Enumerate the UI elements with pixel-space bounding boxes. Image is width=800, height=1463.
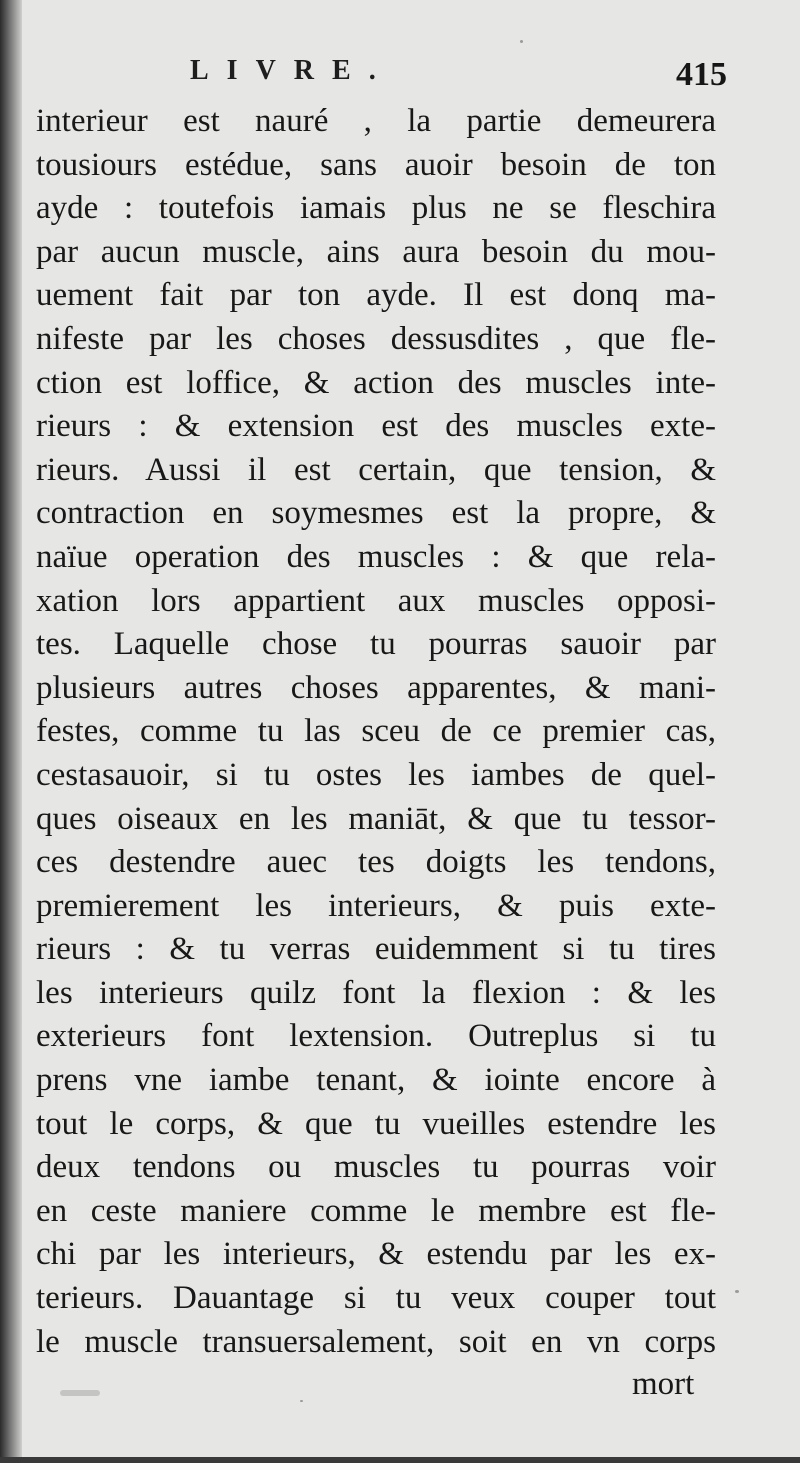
text-line: terieurs. Dauantage si tu veux couper tout (36, 1280, 716, 1317)
text-line: contraction en soymesmes est la propre, & (36, 495, 716, 532)
text-line: festes, comme tu las sceu de ce premier cas, (36, 713, 716, 750)
paper-speck (735, 1290, 739, 1293)
catchword: mort (632, 1366, 695, 1402)
text-line: naïue operation des muscles : & que rela- (36, 538, 716, 575)
running-head: LIVRE. (190, 55, 394, 86)
text-line: les interieurs quilz font la flexion : & les (36, 974, 716, 1011)
text-line: cestasauoir, si tu ostes les iambes de quel- (36, 756, 716, 793)
text-line: ces destendre auec tes doigts les tendons, (36, 844, 716, 881)
binding-gutter-shadow (0, 0, 22, 1463)
text-line: rieurs : & tu verras euidemment si tu tires (36, 931, 716, 968)
text-line: ayde : toutefois iamais plus ne se fleschira (36, 190, 716, 227)
text-line: xation lors appartient aux muscles opposi- (36, 582, 716, 619)
text-line: tousiours estédue, sans auoir besoin de ton (36, 146, 716, 183)
text-line: rieurs : & extension est des muscles exte- (36, 408, 716, 445)
text-line: interieur est nauré , la partie demeurera (36, 103, 716, 139)
text-line: par aucun muscle, ains aura besoin du mou- (36, 233, 716, 270)
text-line: en ceste maniere comme le membre est fle- (36, 1192, 716, 1229)
text-line: exterieurs font lextension. Outreplus si tu (36, 1018, 716, 1055)
page-bottom-edge (0, 1457, 800, 1463)
paper-speck (520, 40, 523, 43)
text-line: ques oiseaux en les maniāt, & que tu tessor- (36, 800, 716, 837)
paper-stain (60, 1390, 100, 1396)
text-line: rieurs. Aussi il est certain, que tension, & (36, 451, 716, 488)
text-line: uement fait par ton ayde. Il est donq ma- (36, 277, 716, 314)
text-line: plusieurs autres choses apparentes, & mani- (36, 669, 716, 706)
text-line: prens vne iambe tenant, & iointe encore à (36, 1062, 716, 1099)
text-line: ction est loffice, & action des muscles inte- (36, 364, 716, 401)
text-line: le muscle transuersalement, soit en vn corps (36, 1323, 716, 1360)
paper-speck (300, 1400, 303, 1402)
text-line: deux tendons ou muscles tu pourras voir (36, 1149, 716, 1186)
text-line: tes. Laquelle chose tu pourras sauoir par (36, 626, 716, 663)
text-line: nifeste par les choses dessusdites , que fle- (36, 320, 716, 357)
body-text (36, 100, 716, 1364)
page-number: 415 (676, 56, 727, 93)
text-line: chi par les interieurs, & estendu par les ex- (36, 1236, 716, 1273)
text-line: premierement les interieurs, & puis exte- (36, 887, 716, 924)
text-line: tout le corps, & que tu vueilles estendre les (36, 1105, 716, 1142)
